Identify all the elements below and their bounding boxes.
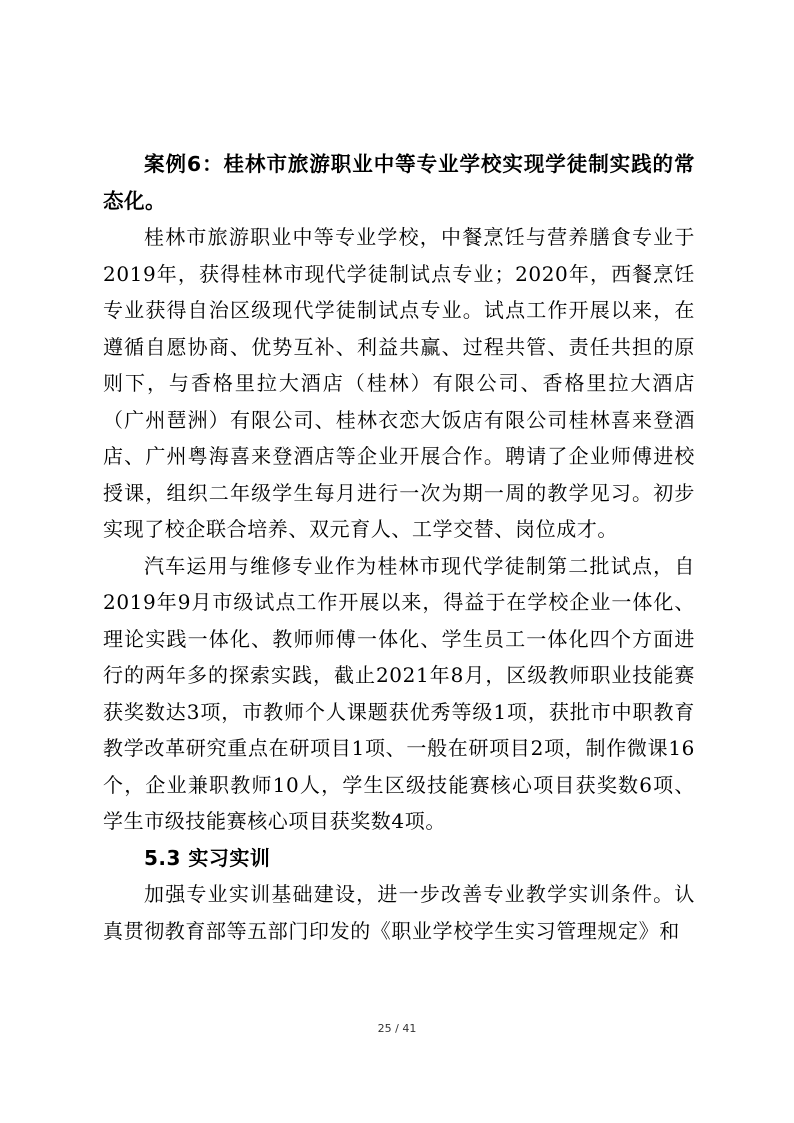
page-content	[103, 146, 695, 949]
body-paragraph-1: 桂林市旅游职业中等专业学校，中餐烹饪与营养膳食专业于2019年，获得桂林市现代学徒制试点专业；2020年，西餐烹饪专业获得自治区级现代学徒制试点专业。试点工作开展以来，在遵循自愿协商、优势互补、利益共赢、过程共管、责任共担的原则下，与香格里拉大酒店（桂林）有限公司、香格里拉大酒店（广州琶洲）有限公司、桂林衣恋大饭店有限公司桂林喜来登酒店、广州粤海喜来登酒店等企业开展合作。聘请了企业师傅进校授课，组织二年级学生每月进行一次为期一周的教学见习。初步实现了校企联合培养、双元育人、工学交替、岗位成才。	[103, 225, 695, 541]
page-number: 25 / 41	[377, 1022, 417, 1035]
section-paragraph: 加强专业实训基础建设，进一步改善专业教学实训条件。认真贯彻教育部等五部门印发的《职业学校学生实习管理规定》和	[103, 882, 695, 943]
case-heading: 案例6：桂林市旅游职业中等专业学校实现学徒制实践的常态化。	[103, 152, 695, 213]
body-paragraph-2: 汽车运用与维修专业作为桂林市现代学徒制第二批试点，自2019年9月市级试点工作开展以来，得益于在学校企业一体化、理论实践一体化、教师师傅一体化、学生员工一体化四个方面进行的两年多的探索实践，截止2021年8月，区级教师职业技能赛获奖数达3项，市教师个人课题获优秀等级1项，获批市中职教育教学改革研究重点在研项目1项、一般在研项目2项，制作微课16个，企业兼职教师10人，学生区级技能赛核心项目获奖数6项、学生市级技能赛核心项目获奖数4项。	[103, 553, 695, 833]
section-heading: 5.3 实习实训	[144, 845, 271, 870]
